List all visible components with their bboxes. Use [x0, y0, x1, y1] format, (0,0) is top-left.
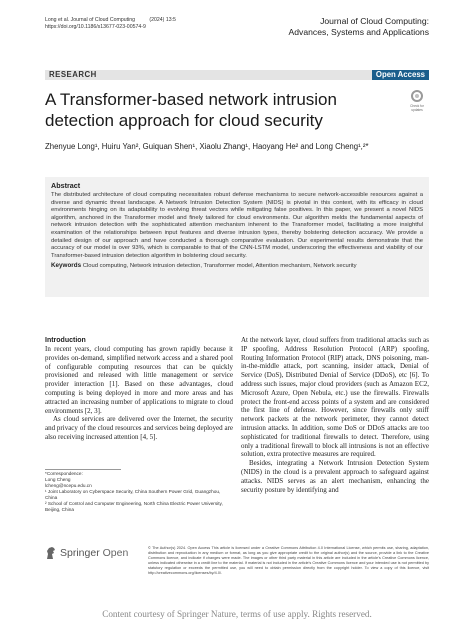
author-list: Zhenyue Long¹, Huiru Yan², Guiquan Shen¹, Xiaolu Zhang¹, Haoyang He² and Long Cheng¹,²* — [45, 142, 369, 151]
body-column-left — [45, 336, 233, 442]
article-title: A Transformer-based network intrusion detection approach for cloud security — [45, 90, 337, 130]
intro-paragraph: As cloud services are delivered over the Internet, the security and privacy of the cloud resources and services being deployed are also receiving increased attention [4, 5]. — [45, 415, 233, 441]
introduction-heading: Introduction — [45, 337, 86, 344]
footnote-divider — [45, 469, 121, 470]
springer-horse-icon — [45, 546, 57, 560]
correspondence-block — [45, 471, 233, 513]
check-for-updates-icon — [411, 90, 423, 102]
affiliation-1: ¹ Joint Laboratory on Cyberspace Security, China Southern Power Grid, Guangzhou, China — [45, 489, 221, 500]
license-notice: © The Author(s) 2024. Open Access This article is licensed under a Creative Commons Attribution 4.0 International License, which permits use, sharing, adaptation, distribution and reproduction in any medium or format, as long as you give appropriate credit to the original author(s) and the source, provide a link to the Creative Commons licence, and indicate if changes were made. The images or other third party material in this article are included in the article's Creative Commons licence, unless indicated otherwise in a credit line to the material. If material is not included in the article's Creative Commons licence and your intended use is not permitted by statutory regulation or exceeds the permitted use, you will need to obtain permission directly from the copyright holder. To view a copy of this licence, visit http://creativecommons.org/licenses/by/4.0/. — [148, 546, 429, 575]
article-type-banner — [45, 70, 429, 80]
citation-block — [45, 17, 176, 31]
body-paragraph: Besides, integrating a Network Intrusion Detection System (NIDS) in the cloud is a prevalent approach to safeguard against attacks. NIDS serves as an alert mechanism, enhancing the security posture by identifying and — [241, 459, 429, 494]
publisher-suffix: Open — [102, 547, 129, 559]
check-for-updates-button[interactable] — [405, 90, 429, 116]
citation-line: Long et al. Journal of Cloud Computing (2024) 13:5 — [45, 17, 176, 23]
intro-paragraph: In recent years, cloud computing has grown rapidly because it provides on-demand, simplified network access and a shared pool of configurable computing resources that can be quickly provisioned and released with little management or service provider interaction [1]. Based on these advantages, cloud computing is being deployed in more and more areas and has attracted an increasing number of applications to migrate to cloud environments [2, 3]. — [45, 345, 233, 415]
open-access-badge: Open Access — [372, 70, 429, 80]
correspondence-label: *Correspondence: — [45, 471, 83, 476]
springer-open-wordmark — [60, 547, 128, 560]
publisher-name: Springer — [60, 547, 100, 559]
abstract-heading: Abstract — [51, 181, 81, 190]
doi-link[interactable]: https://doi.org/10.1186/s13677-023-00574-9 — [45, 24, 146, 30]
article-type-label: RESEARCH — [49, 70, 97, 79]
keywords-list: Cloud computing, Network intrusion detection, Transformer model, Attention mechanism, Network security — [82, 263, 357, 270]
journal-name-line2: Advances, Systems and Applications — [288, 26, 429, 37]
body-paragraph: At the network layer, cloud suffers from traditional attacks such as IP spoofing, Address Resolution Protocol (ARP) spoofing, Routing Information Protocol (RIP) attack, DNS poisoning, man-in-the-middle attack, port scanning, insider attack, Denial of Service (DoS), Distributed Denial of Service (DDoS), etc [6]. To address such issues, major cloud providers (such as Amazon EC2, Microsoft Azure, Open Nebula, etc.) use the firewalls. Firewalls protect the front-end access points of a system and are considered the first line of defense. However, since firewalls only sniff network packets at the network perimeter, they cannot detect intrusion attacks. In addition, some DoS or DDoS attacks are too sophisticated for traditional firewalls to detect. Therefore, using only a traditional firewall to block all intrusions is not an effective solution, extra protective measures are required. — [241, 336, 429, 459]
correspondence-name: Long Cheng — [45, 477, 71, 482]
courtesy-notice: Content courtesy of Springer Nature, terms of use apply. Rights reserved. — [102, 609, 372, 619]
correspondence-email[interactable]: lcheng@ncepu.edu.cn — [45, 483, 92, 488]
abstract-text: The distributed architecture of cloud computing necessitates robust defense mechanisms to secure network-accessible resources against a diverse and dynamic threat landscape. A Network Intrusion Detection System (NIDS) is pivotal in this context, with its efficacy in cloud environments hinging on its adaptability to evolving threat vectors while mitigating false positives. In this paper, we present a novel NIDS algorithm, anchored in the Transformer model and finely tailored for cloud environments. Our algorithm melds the fundamental aspects of network intrusion detection with the sophisticated attention mechanism inherent to the Transformer model, facilitating a more insightful examination of the relationships between input features and diverse intrusion types, thereby bolstering detection accuracy. We provide a detailed design of our approach and have conducted a thorough comparative evaluation. Our experimental results demonstrate that the accuracy of our model is over 93%, which is comparable to that of the CNN-LSTM model, underscoring the effectiveness and viability of our Transformer-based intrusion detection algorithm in bolstering cloud security. — [51, 192, 423, 259]
check-for-updates-label: Check for updates — [410, 104, 424, 112]
keywords-label: Keywords — [51, 262, 82, 270]
journal-name-line1: Journal of Cloud Computing: — [320, 16, 429, 26]
affiliation-2: ² School of Control and Computer Engineering, North China Electric Power University, Beijing, China — [45, 501, 223, 512]
keywords — [51, 262, 423, 271]
journal-name — [199, 16, 429, 37]
body-column-right — [241, 336, 429, 494]
abstract-box — [45, 177, 429, 297]
